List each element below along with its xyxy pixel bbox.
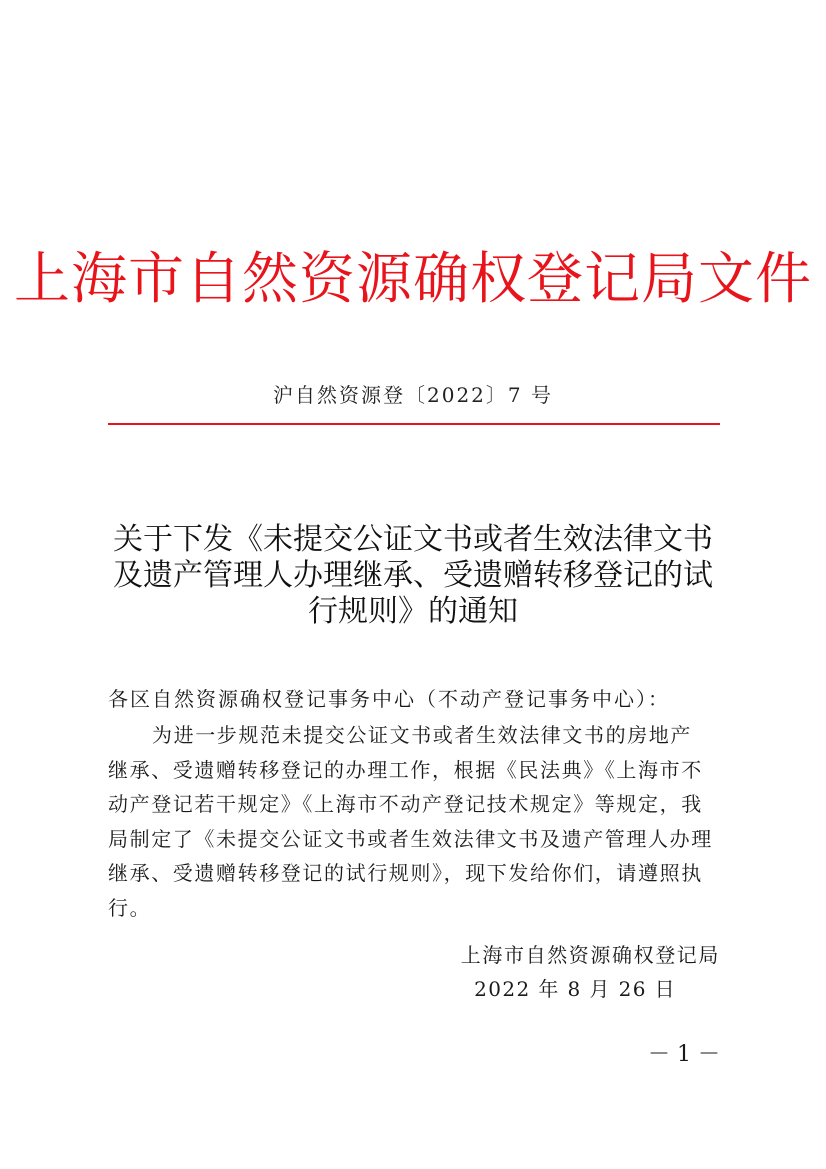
notice-title [100,522,726,630]
body-line: 继承、受遗赠转移登记的办理工作，根据《民法典》《上海市不 [108,757,703,782]
body-line: 继承、受遗赠转移登记的试行规则》，现下发给你们，请遵照执 [108,861,703,885]
body-line: 局制定了《未提交公证文书或者生效法律文书及遗产管理人办理 [108,826,713,851]
issue-date: 2022 年 8 月 26 日 [474,977,676,1001]
issuer-name: 上海市自然资源确权登记局 [460,943,720,967]
salutation: 各区自然资源确权登记事务中心（不动产登记事务中心）： [108,687,670,711]
notice-title-line: 行规则》的通知 [308,594,518,629]
page-number: － 1 － [648,1042,720,1067]
notice-title-line: 及遗产管理人办理继承、受遗赠转移登记的试 [113,558,713,593]
body-line: 为进一步规范未提交公证文书或者生效法律文书的房地产 [152,723,692,747]
body-paragraph [108,718,720,925]
notice-title-line: 关于下发《未提交公证文书或者生效法律文书 [113,522,713,557]
document-header-title: 上海市自然资源确权登记局文件 [14,247,812,312]
document-number: 沪自然资源登〔2022〕7 号 [273,383,553,407]
body-line: 行。 [108,895,152,920]
body-line: 动产登记若干规定》《上海市不动产登记技术规定》等规定，我 [108,792,703,816]
red-divider-line [108,423,720,425]
